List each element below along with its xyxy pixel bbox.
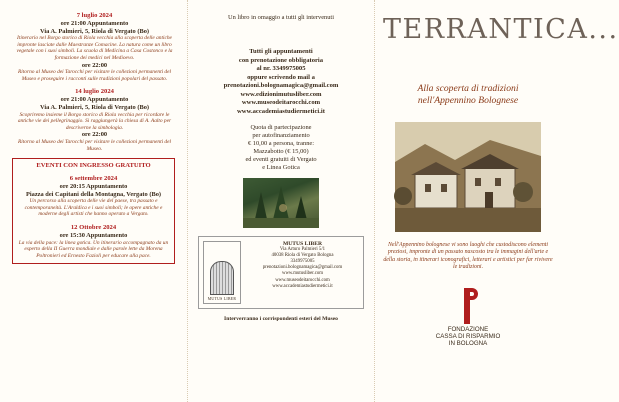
event-time: ore 21:00 Appuntamento — [60, 20, 129, 27]
event-description: Un percorso alla scoperta delle vie del paese, tra passato e contemporaneità. L'Araldica e i suoi simboli; le opere antiche e moderne degli artisti che hanno operato a Vergato. — [24, 198, 163, 218]
info-panel — [187, 0, 374, 402]
publisher-website-link[interactable]: www.mutusliber.com — [282, 271, 323, 277]
event-place: Via A. Palmieri, 5, Riola di Vergato (Bo) — [39, 103, 150, 111]
gift-notice: Un libro in omaggio a tutti gli intervenuti — [228, 14, 334, 21]
contact-phone: al nr. 3349975005 — [256, 65, 306, 72]
forest-image — [243, 178, 319, 228]
foundation-logo-icon — [457, 286, 479, 324]
event-time-return: ore 22:00 — [81, 61, 108, 69]
tower-icon — [210, 261, 234, 295]
fee-line: e Linea Gotica — [262, 164, 300, 171]
logo-caption: MUTUS LIBER — [207, 297, 237, 301]
contact-email-link[interactable]: prenotazioni.bolognamagica@gmail.com — [223, 82, 339, 89]
event-description: Itinerario nel Borgo storico di Riola vecchia alla scoperta delle antiche impronte lasciate dalle Maestranze Comacine. La natura come un libro vegetale con i suoi simboli. La scuola di Medicina a Casa Costonco e la formazione dei medici nel Medioevo. — [16, 35, 173, 61]
village-image — [395, 122, 541, 232]
mutus-liber-logo — [203, 241, 241, 304]
event-time: ore 21:00 Appuntamento — [60, 96, 129, 104]
event-sept-6 — [17, 175, 170, 218]
village-photo — [395, 122, 541, 232]
event-date: 7 luglio 2024 — [76, 12, 113, 19]
event-oct-12 — [17, 224, 170, 259]
fee-line: Quota di partecipazione — [250, 124, 312, 131]
event-date: 12 Ottobre 2024 — [70, 224, 117, 232]
event-place: Via A. Palmieri, 5, Riola di Vergato (Bo) — [39, 27, 150, 35]
event-date: 6 settembre 2024 — [69, 175, 118, 183]
website-link[interactable]: www.museodeitarocchi.com — [241, 99, 321, 106]
cover-panel — [374, 0, 619, 402]
subtitle-line: Alla scoperta di tradizioni — [417, 83, 519, 94]
website-link[interactable]: www.edizionimutusliber.com — [240, 90, 322, 98]
event-description-return: Ritorno al Museo dei Tarocchi per visitare le collezioni permanenti del Museo e proseguire i racconti sulle tradizioni popolari del passato. — [17, 69, 171, 82]
contact-line: con prenotazione obbligatoria — [238, 56, 324, 64]
fee-block — [194, 124, 368, 172]
foundation-name — [436, 326, 501, 347]
publisher-details — [246, 241, 359, 304]
event-description-return: Ritorno al Museo dei Tarocchi per visitare le collezioni permanenti del Museo. — [17, 138, 171, 152]
foundation-line: CASSA DI RISPARMIO — [435, 332, 501, 340]
brand-title: TERRANTICA... — [383, 14, 619, 45]
publisher-website-link[interactable]: www.accademiastudiermetici.it — [272, 283, 333, 289]
event-time-return: ore 22:00 — [81, 131, 108, 139]
forest-photo — [243, 178, 319, 228]
foundation-logo-block — [383, 286, 553, 347]
event-place: Piazza dei Capitani della Montagna, Vergato (Bo) — [25, 190, 162, 198]
event-july-7 — [12, 12, 177, 82]
event-time: ore 20:15 Appuntamento — [59, 183, 128, 191]
fee-line: ed eventi gratuiti di Vergato — [245, 156, 317, 163]
contact-line: Tutti gli appuntamenti — [249, 48, 313, 55]
free-events-box — [12, 158, 175, 264]
contact-line: oppure scrivendo mail a — [247, 73, 315, 81]
publisher-name: MUTUS LIBER — [282, 241, 322, 247]
fee-line: Mazzabotto (€ 15,00) — [253, 148, 309, 155]
event-july-14 — [12, 88, 177, 152]
publisher-phone: 3349975005 — [290, 259, 315, 265]
event-date: 14 luglio 2024 — [75, 88, 114, 96]
fee-line: € 10,00 a persona, tranne: — [247, 140, 315, 147]
footer-note: Interverranno i corrispondenti esteri del Museo — [224, 316, 338, 322]
publisher-city: 40038 Riola di Vergato Bologna — [271, 253, 334, 259]
publisher-address: Via Arturo Palmieri 5/1 — [279, 247, 326, 253]
events-panel — [0, 0, 187, 402]
event-time: ore 15:30 Appuntamento — [59, 232, 128, 240]
subtitle-line: nell'Appennino Bolognese — [417, 95, 519, 106]
intro-text: Nell'Appennino bolognese vi sono luoghi che custodiscono elementi preziosi, impronte di un passato nascosto tra le immagini dell'arte e della storia, in itinerari iconografici, letterari e artistici per far rivivere le tradizioni. — [383, 242, 553, 271]
free-events-title: EVENTI CON INGRESSO GRATUITO — [36, 162, 151, 170]
website-link[interactable]: www.accademiastudiermetici.it — [237, 107, 325, 115]
brand-subtitle — [383, 83, 553, 107]
foundation-line: FONDAZIONE — [447, 325, 489, 333]
publisher-email-link[interactable]: prenotazioni.bolognamagica@gmail.com — [262, 265, 343, 271]
fee-line: per autofinanziamento — [252, 132, 310, 139]
contact-block — [194, 48, 368, 116]
event-description: Scopriremo insieme il Borgo storico di Riola vecchia per ricordare le antiche vie dei pellegrinaggio. Si raggiungerà la chiesa di A. Aalto per descriverne la simbologia. — [17, 111, 172, 131]
foundation-line: IN BOLOGNA — [448, 339, 488, 347]
publisher-website-link[interactable]: www.museodeitarocchi.com — [275, 277, 330, 283]
event-description: La via della pace: la linea gotica. Un itinerario accompagnato da un esperto della II Guerra mondiale e dalle parole lette da Morena Poltronieri ed Ernesto Fazioli per educare alla pace. — [18, 239, 169, 259]
publisher-card — [198, 236, 364, 309]
